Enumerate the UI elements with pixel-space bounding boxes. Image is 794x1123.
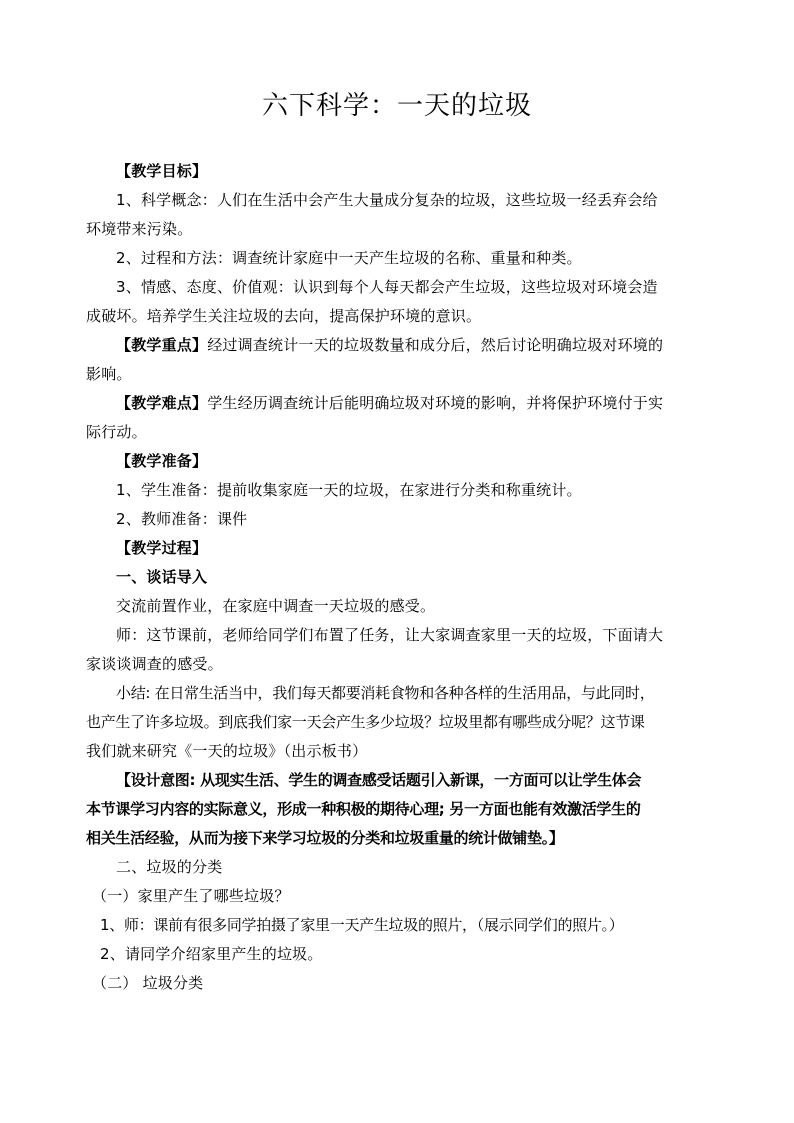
paragraph-line: 2、过程和方法：调查统计家庭中一天产生垃圾的名称、重量和种类。 (116, 249, 582, 267)
paragraph-line: （二） 垃圾分类 (92, 974, 204, 992)
paragraph-line: 小结: 在日常生活当中，我们每天都要消耗食物和各种各样的生活用品，与此同时， (116, 684, 655, 702)
paragraph-line: 3、情感、态度、价值观：认识到每个人每天都会产生垃圾，这些垃圾对环境会造 (116, 278, 658, 296)
paragraph-line: 环境带来污染。 (86, 220, 193, 238)
design-intent-line: 相关生活经验，从而为接下来学习垃圾的分类和垃圾重量的统计做铺垫。】 (86, 829, 564, 847)
difficulties-line (86, 389, 702, 418)
document-title: 六下科学：一天的垃圾 (261, 91, 532, 121)
paragraph-line: 我们就来研究《一天的垃圾》（出示板书） (86, 742, 368, 760)
paragraph-line: 师：这节课前，老师给同学们布置了任务，让大家调查家里一天的垃圾，下面请大 (116, 626, 664, 644)
paragraph-line: 1、科学概念：人们在生活中会产生大量成分复杂的垃圾，这些垃圾一经丢弃会给 (116, 191, 658, 209)
difficulties-text: 学生经历调查统计后能明确垃圾对环境的影响，并将保护环境付于实 (207, 394, 664, 412)
paragraph-line: 1、师：课前有很多同学拍摄了家里一天产生垃圾的照片，（展示同学们的照片。） (100, 916, 624, 934)
section-heading-process: 【教学过程】 (116, 539, 208, 557)
paragraph-line: 1、学生准备：提前收集家庭一天的垃圾，在家进行分类和称重统计。 (116, 481, 582, 499)
design-intent-line: 本节课学习内容的实际意义，形成一种积极的期待心理; 另一方面也能有效激活学生的 (86, 800, 641, 818)
document-body (86, 157, 702, 998)
paragraph-line: （一）家里产生了哪些垃圾？ (92, 887, 290, 905)
section-heading-difficulties: 【教学难点】 (116, 394, 208, 412)
key-points-line (86, 331, 702, 360)
paragraph-line: 也产生了许多垃圾。到底我们家一天会产生多少垃圾？垃圾里都有哪些成分呢？这节课 (86, 713, 645, 731)
paragraph-line: 2、请同学介绍家里产生的垃圾。 (100, 945, 323, 963)
key-points-text: 经过调查统计一天的垃圾数量和成分后，然后讨论明确垃圾对环境的 (207, 336, 664, 354)
design-intent-line: 【设计意图: 从现实生活、学生的调查感受话题引入新课，一方面可以让学生体会 (116, 771, 642, 789)
paragraph-line: 家谈谈调查的感受。 (86, 655, 223, 673)
paragraph-line: 成破坏。培养学生关注垃圾的去向，提高保护环境的意识。 (86, 307, 482, 325)
paragraph-line: 2、教师准备：课件 (116, 510, 248, 528)
subsection-heading: 一、谈话导入 (116, 568, 208, 586)
subsection-heading: 二、垃圾的分类 (116, 858, 223, 876)
paragraph-line: 影响。 (86, 365, 132, 383)
section-heading-key-points: 【教学重点】 (116, 336, 208, 354)
paragraph-line: 际行动。 (86, 423, 147, 441)
paragraph-line: 交流前置作业，在家庭中调查一天垃圾的感受。 (116, 597, 436, 615)
section-heading-objectives: 【教学目标】 (116, 162, 208, 180)
section-heading-preparation: 【教学准备】 (116, 452, 208, 470)
